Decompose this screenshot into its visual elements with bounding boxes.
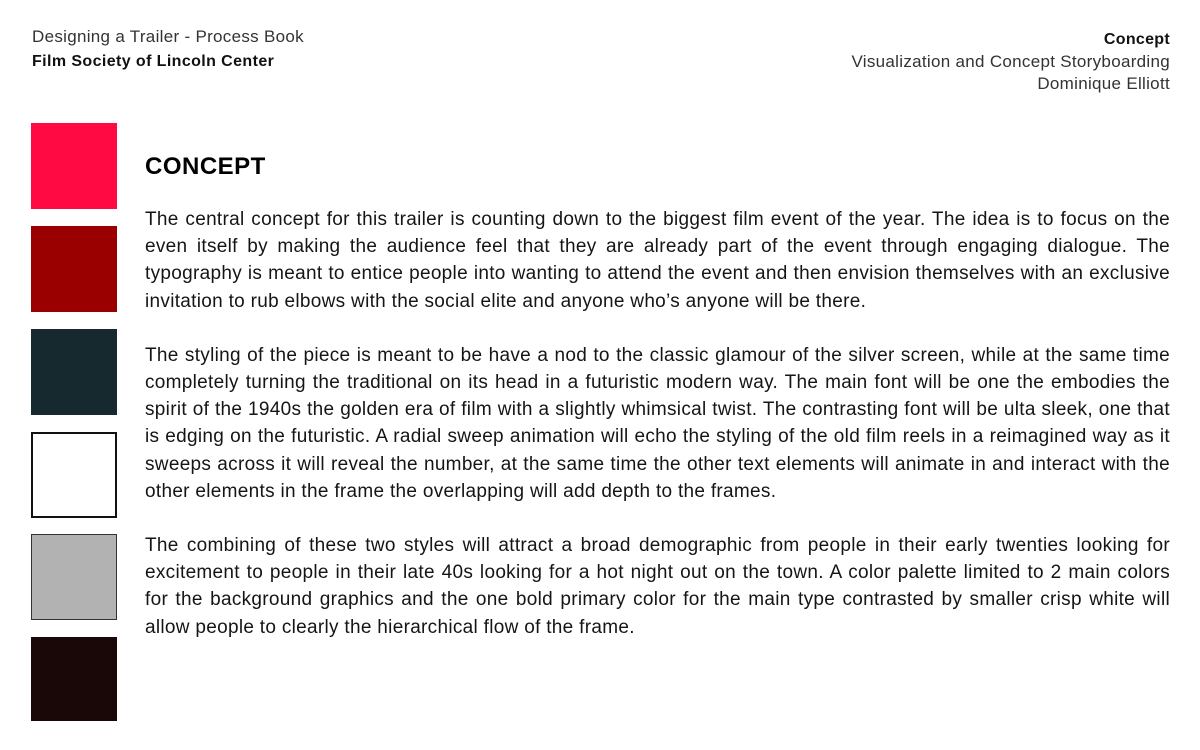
color-swatch-dark-red [31, 226, 117, 312]
color-swatch-near-black [31, 637, 117, 721]
paragraph-2: The styling of the piece is meant to be have a nod to the classic glamour of the silver screen, while at the same time completely turning the traditional on its head in a futuristic modern way. The main font will be one the embodies the spirit of the 1940s the golden era of film with a slightly whimsical twist. The contrasting font will be ulta sleek, one that is edging on the futuristic. A radial sweep animation will echo the styling of the old film reels in a reimagined way as it sweeps across it will reveal the number, at the same time the other text elements will animate in and interact with the other elements in the frame the overlapping will add depth to the frames. [145, 344, 1170, 502]
section-subtitle: Visualization and Concept Storyboarding [851, 52, 1170, 71]
paragraph-3: The combining of these two styles will attract a broad demographic from people in their early twenties looking for excitement to people in their late 40s looking for a hot night out on the town. A color palette limited to 2 main colors for the background graphics and the one bold primary color for the main type contrasted by smaller crisp white will allow people to clearly the hierarchical flow of the frame. [145, 535, 1170, 638]
paragraph-1: The central concept for this trailer is counting down to the biggest film event of the year. The idea is to focus on the even itself by making the audience feel that they are already part of the event through engaging dialogue. The typography is meant to entice people into wanting to attend the event and then envision themselves with an exclusive invitation to rub elbows with the social elite and anyone who’s anyone will be there. [145, 209, 1170, 312]
main-content [145, 150, 1170, 668]
color-swatch-dark-teal [31, 329, 117, 415]
header-left [32, 26, 304, 75]
client-name: Film Society of Lincoln Center [32, 53, 275, 70]
section-title: Concept [1103, 31, 1170, 48]
document-title: Designing a Trailer - Process Book [32, 27, 304, 46]
color-swatch-white [31, 432, 117, 518]
header-right [851, 29, 1170, 95]
page-heading: CONCEPT [145, 153, 266, 180]
color-swatch-gray [31, 534, 117, 620]
author-name: Dominique Elliott [1037, 74, 1170, 93]
color-swatch-hot-pink [31, 123, 117, 209]
